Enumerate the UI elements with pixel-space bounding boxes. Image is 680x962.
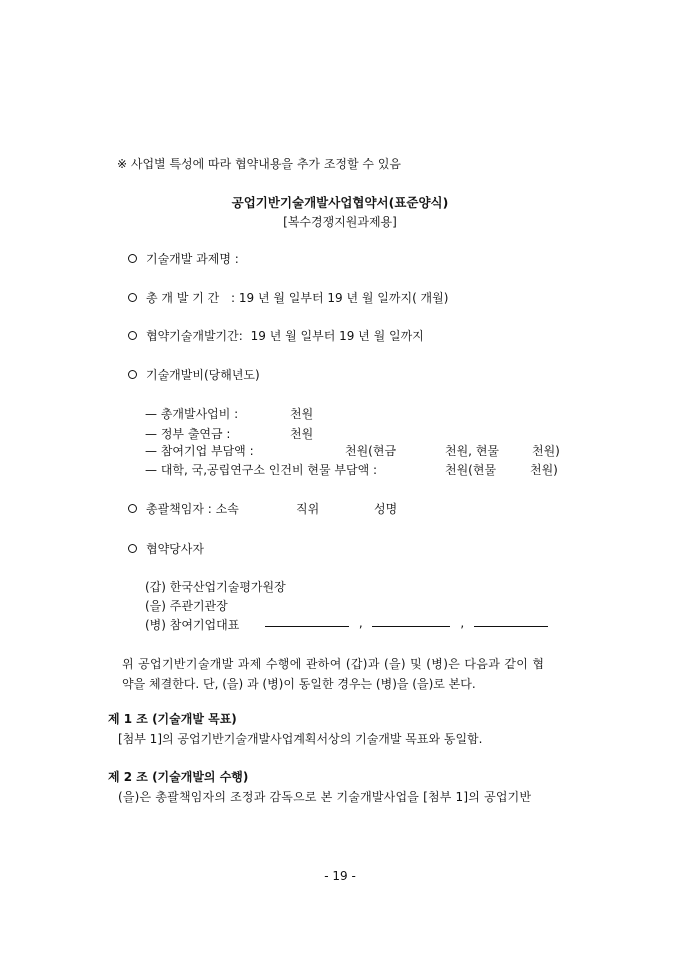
circle-bullet-icon [128,254,137,263]
party-c: (병) 참여기업대표 [145,618,240,632]
article-2-title: 제 2 조 (기술개발의 수행) [108,770,249,784]
circle-bullet-icon [128,293,137,302]
cost-label: 기술개발비(당해년도) [146,368,260,382]
task-name-label: 기술개발 과제명 : [146,252,239,266]
total-period-text: : 19 년 월 일부터 19 년 월 일까지( 개월) [231,291,449,305]
party-c-signature-blanks [265,616,548,630]
cost-company-label: — 참여기업 부담액 : [145,444,254,458]
cost-univ-line [145,461,377,478]
cost-company-unit-end: 천원) [532,444,560,458]
total-period-label: 총 개 발 기 간 [146,291,220,305]
document-title: 공업기반기술개발사업협약서(표준양식) [231,195,449,210]
cost-univ-unit-kind: 천원(현물 [445,463,497,477]
task-name-item [128,250,239,267]
cost-total-label: — 총개발사업비 : [145,407,239,421]
cost-univ-unit-end: 천원) [530,463,558,477]
manager-item [128,500,239,517]
circle-bullet-icon [128,544,137,553]
manager-name: 성명 [374,502,398,516]
cost-company-unit-kind: 천원, 현물 [445,444,499,458]
document-subtitle: [복수경쟁지원과제용] [283,215,397,229]
agreement-period-text: 19 년 월 일부터 19 년 월 일까지 [250,329,424,343]
article-2-body: (을)은 총괄책임자의 조정과 감독으로 본 기술개발사업을 [첨부 1]의 공업기반 [118,790,532,804]
circle-bullet-icon [128,370,137,379]
agreement-period-item [128,327,424,344]
article-1-body: [첨부 1]의 공업기반기술개발사업계획서상의 기술개발 목표와 동일함. [118,732,483,746]
cost-gov-label: — 정부 출연금 : [145,427,231,441]
page-number: - 19 - [324,869,356,883]
signature-blank-3[interactable] [474,616,548,627]
manager-position: 직위 [296,502,320,516]
parties-label: 협약당사자 [146,542,204,556]
cost-gov-line [145,425,230,442]
blank-separator: , [358,616,363,630]
cost-total-unit: 천원 [290,407,314,421]
circle-bullet-icon [128,331,137,340]
parties-item [128,540,204,557]
cost-company-line [145,442,254,459]
cost-univ-label: — 대학, 국,공립연구소 인건비 현물 부담액 : [145,463,378,477]
agreement-period-label: 협약기술개발기간: [146,329,243,343]
party-a: (갑) 한국산업기술평가원장 [145,580,286,594]
article-1-title: 제 1 조 (기술개발 목표) [108,712,237,726]
manager-label: 총괄책임자 : 소속 [146,502,239,516]
total-period-item [128,289,448,306]
cost-total-line [145,405,238,422]
intro-line-1: 위 공업기반기술개발 과제 수행에 관하여 (갑)과 (을) 및 (병)은 다음과 같이 협 [122,657,545,671]
party-b: (을) 주관기관장 [145,599,228,613]
cost-item [128,366,260,383]
signature-blank-2[interactable] [372,616,450,627]
cost-gov-unit: 천원 [290,427,314,441]
circle-bullet-icon [128,504,137,513]
intro-line-2: 약을 체결한다. 단, (을) 과 (병)이 동일한 경우는 (병)을 (을)로 본다. [122,677,476,691]
blank-separator: , [460,616,465,630]
instruction-note: ※ 사업별 특성에 따라 협약내용을 추가 조정할 수 있음 [117,157,402,171]
signature-blank-1[interactable] [265,616,349,627]
cost-company-unit-cash: 천원(현금 [345,444,397,458]
